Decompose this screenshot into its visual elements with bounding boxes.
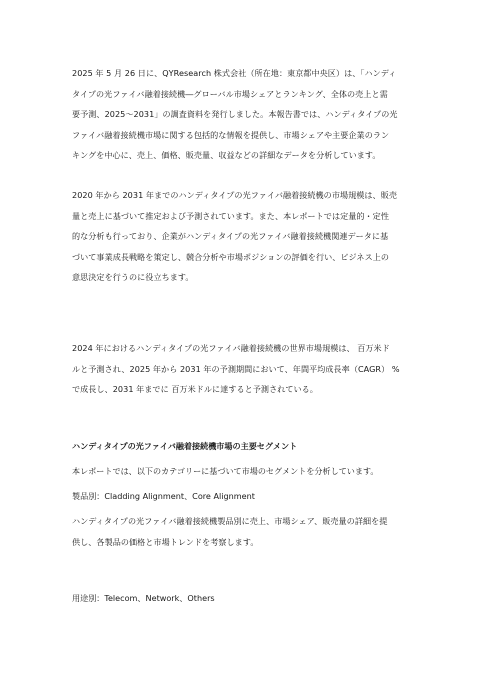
text-line: 2025 年 5 月 26 日に、QYResearch 株式会社（所在地：東京都中央区）は、「ハンディ xyxy=(72,68,397,78)
segments-intro: 本レポートでは、以下のカテゴリーに基づいて市場のセグメントを分析しています。 xyxy=(72,466,379,476)
text-line: 2020 年から 2031 年までのハンディタイプの光ファイバ融着接続機の市場規模は、販売 xyxy=(72,190,397,200)
segments-heading: ハンディタイプの光ファイバ融着接続機市場の主要セグメント xyxy=(72,441,298,451)
text-line: 的な分析も行っており、企業がハンディタイプの光ファイバ融着接続機関連データに基 xyxy=(72,231,389,242)
text-line: づいて事業成長戦略を策定し、競合分析や市場ポジションの評価を行い、ビジネス上の xyxy=(72,251,390,262)
text-line: ハンディタイプの光ファイバ融着接続機製品別に売上、市場シェア、販売量の詳細を提 xyxy=(72,516,388,526)
text-line: 要予測、2025〜2031」の調査資料を発行しました。本報告書では、ハンディタイプの光 xyxy=(72,109,398,120)
product-description xyxy=(72,511,410,552)
market-size-paragraph xyxy=(72,338,410,400)
overview-paragraph xyxy=(72,185,410,288)
text-line: ファイバ融着接続機市場に関する包括的な情報を提供し、市場シェアや主要企業のラン xyxy=(72,129,390,140)
text-line: タイプの光ファイバ融着接続機―グローバル市場シェアとランキング、全体の売上と需 xyxy=(72,88,388,99)
text-line: 意思決定を行うのに役立ちます。 xyxy=(72,272,194,283)
text-line: 2024 年におけるハンディタイプの光ファイバ融着接続機の世界市場規模は、 百万米ド xyxy=(72,343,390,353)
text-line: で成長し、2031 年までに 百万米ドルに達すると予測されている。 xyxy=(72,384,318,395)
intro-paragraph xyxy=(72,63,410,166)
text-line: 供し、各製品の価格と市場トレンドを考察します。 xyxy=(72,536,259,547)
by-product-line: 製品別：Cladding Alignment、Core Alignment xyxy=(72,491,255,501)
text-line: 量と売上に基づいて推定および予測されています。また、本レポートでは定量的・定性 xyxy=(72,210,389,221)
text-line: キングを中心に、売上、価格、販売量、収益などの詳細なデータを分析しています。 xyxy=(72,150,381,161)
by-application-line: 用途別：Telecom、Network、Others xyxy=(72,593,215,603)
text-line: ルと予測され、2025 年から 2031 年の予測期間において、年間平均成長率（CAGR） % xyxy=(72,363,400,374)
